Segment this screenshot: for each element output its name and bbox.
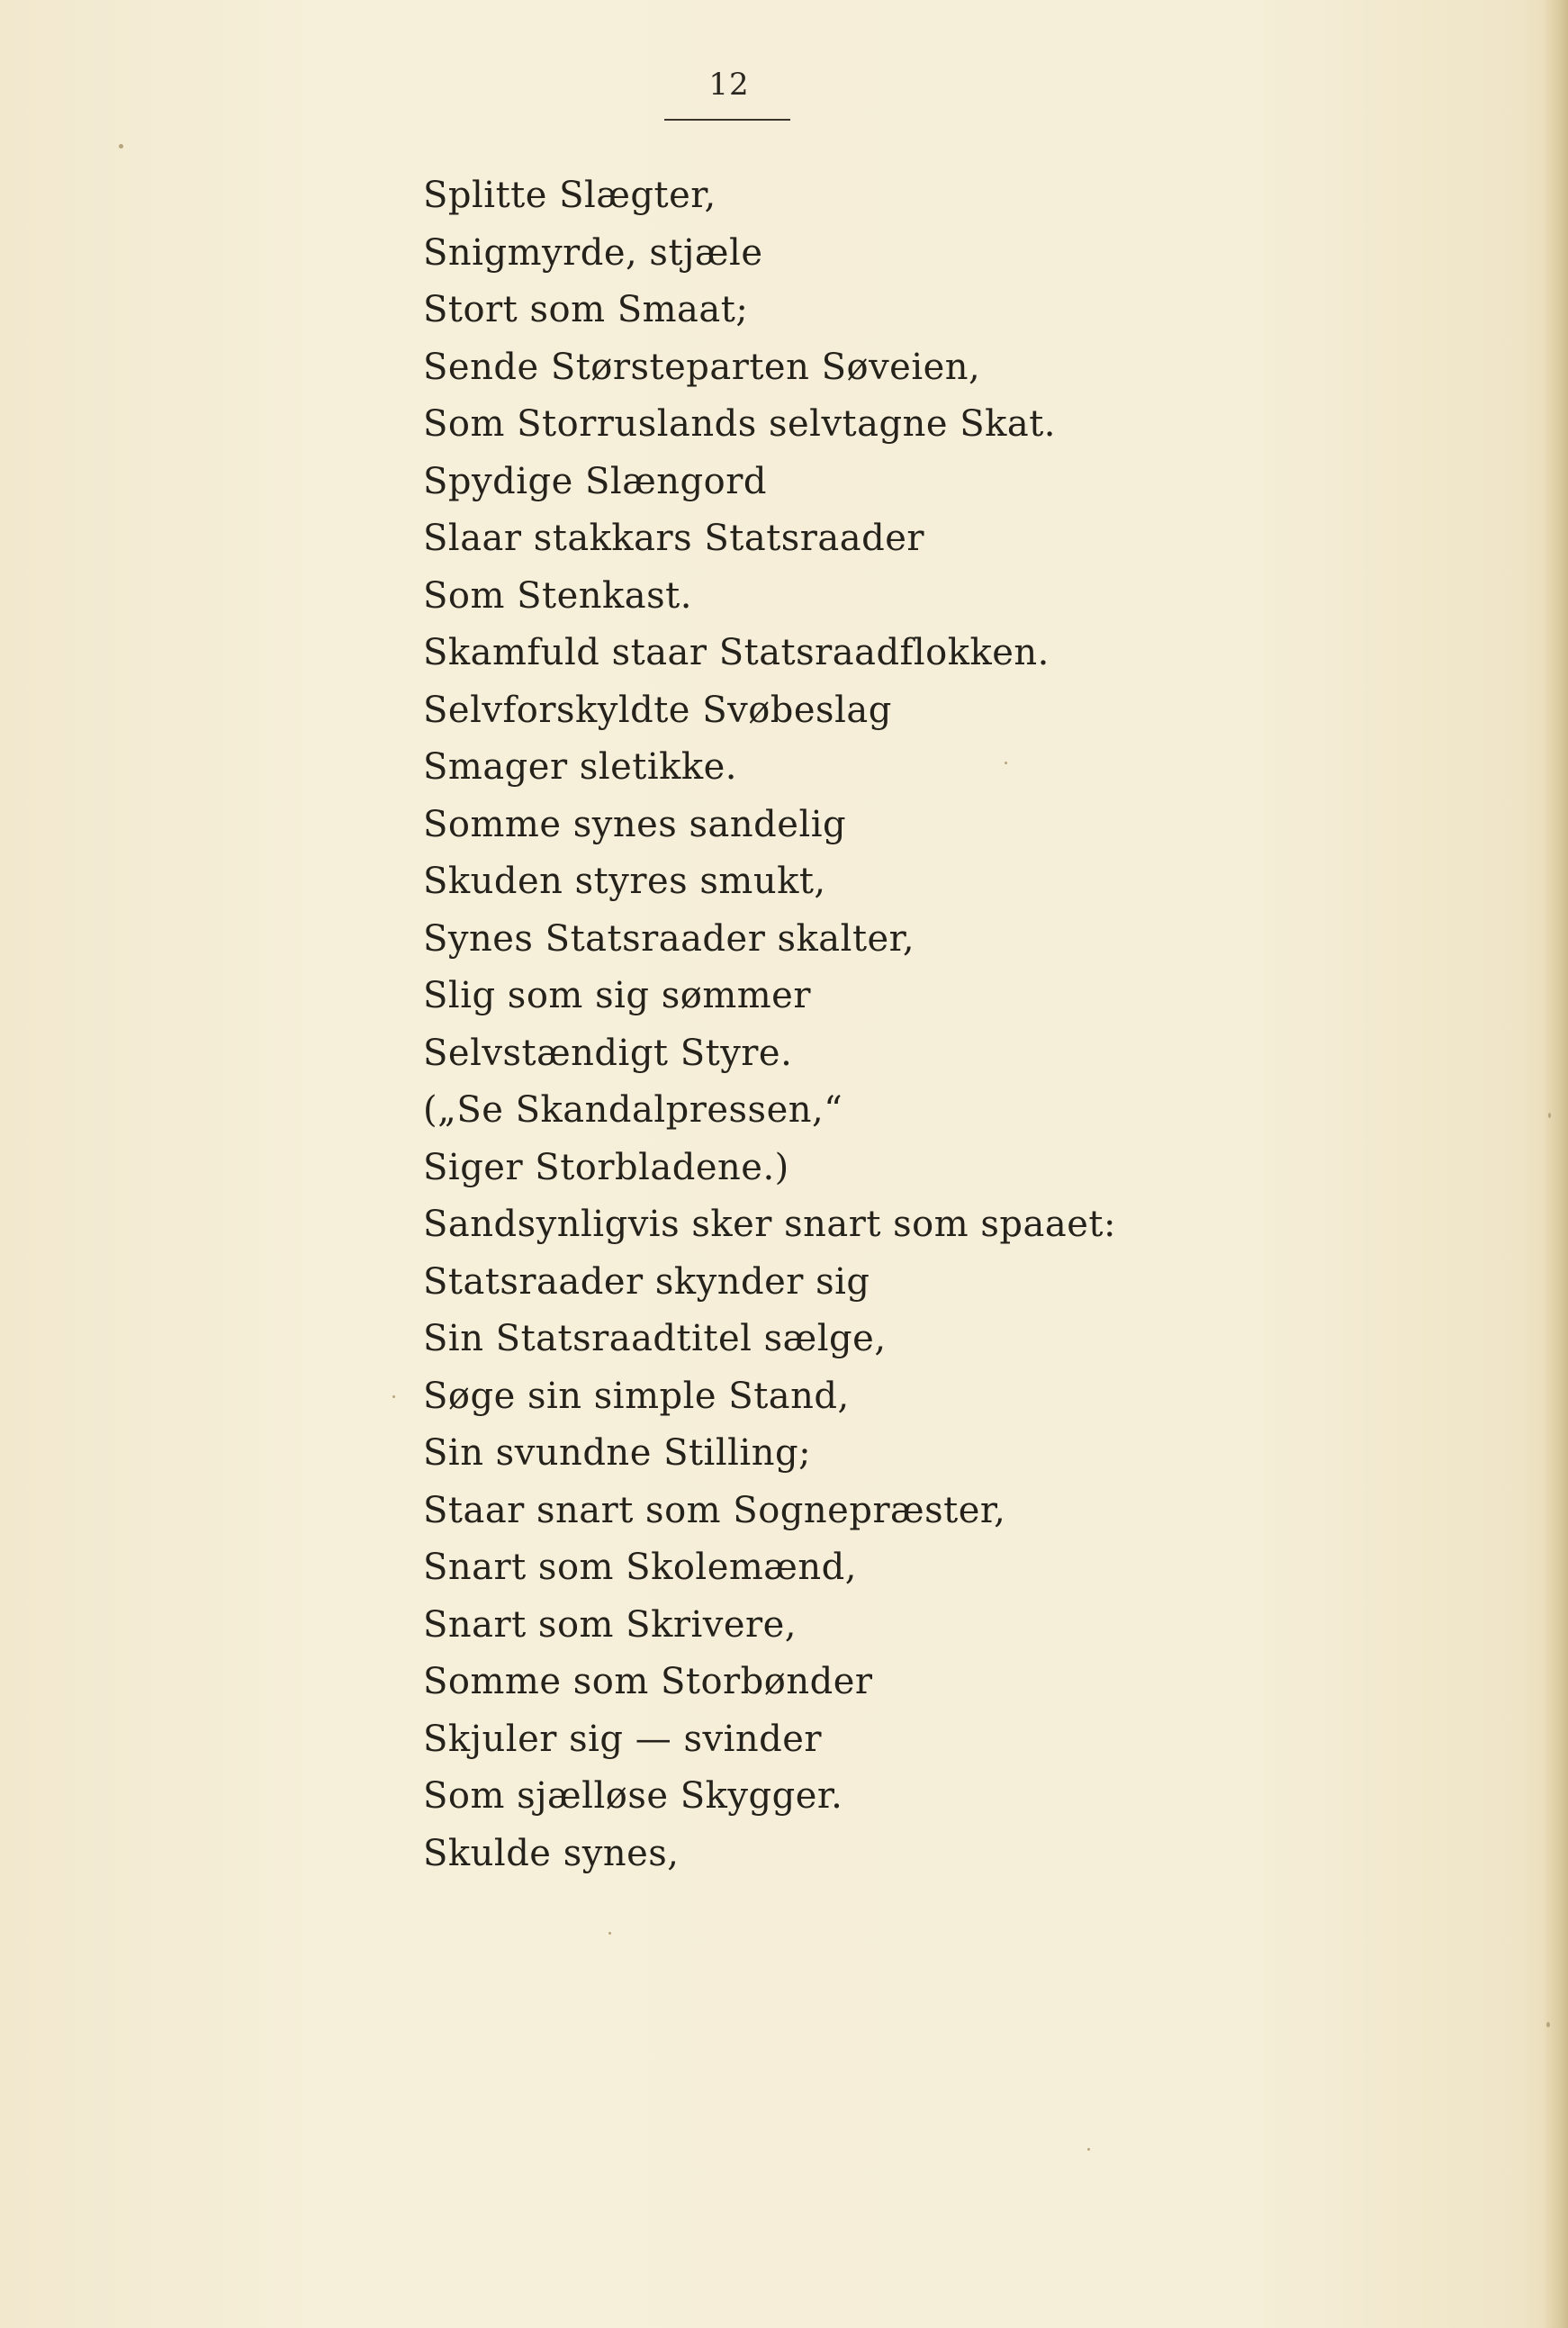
poem-line: Slig som sig sømmer [423,975,811,1016]
poem-line: Smager sletikke. [423,746,738,788]
poem-line: Søge sin simple Stand, [423,1375,850,1417]
poem-text [423,167,1116,1882]
poem-line: Slaar stakkars Statsraader [423,518,925,559]
poem-line: Somme synes sandelig [423,803,847,845]
poem-line: Snart som Skolemænd, [423,1547,857,1588]
poem-line: Statsraader skynder sig [423,1260,870,1303]
paper-speck [1087,2148,1090,2151]
poem-line: Skuden styres smukt, [423,861,826,902]
paper-speck [1548,1113,1551,1118]
page-number: 12 [708,67,750,103]
poem-line: Siger Storbladene.) [423,1146,789,1188]
poem-line: Som sjælløse Skygger. [423,1775,843,1817]
poem-line: Som Storruslands selvtagne Skat. [423,403,1057,445]
poem-line: Staar snart som Sognepræster, [423,1489,1006,1531]
paper-speck [1546,2022,1550,2027]
poem-line: Skjuler sig — svinder [423,1718,823,1760]
poem-line: Snigmyrde, stjæle [423,231,763,274]
poem-line: Som Stenkast. [423,574,692,617]
poem-line: Selvforskyldte Svøbeslag [423,689,892,731]
paper-speck [392,1395,395,1398]
paper-speck [119,144,123,149]
poem-line: Selvstændigt Styre. [423,1032,793,1074]
poem-line: Sandsynligvis sker snart som spaaet: [423,1204,1116,1245]
poem-line: Splitte Slægter, [423,175,716,216]
paper-speck [1005,762,1007,764]
poem-line: Stort som Smaat; [423,289,749,330]
poem-line: Skulde synes, [423,1832,680,1874]
poem-line: Somme som Storbønder [423,1661,873,1702]
poem-line: Sin Statsraadtitel sælge, [423,1318,887,1359]
header-rule [664,119,790,121]
poem-line: Skamfuld staar Statsraadflokken. [423,632,1050,673]
poem-line: Sende Størsteparten Søveien, [423,346,981,388]
page-edge [1545,0,1568,2328]
poem-line: Sin svundne Stilling; [423,1432,812,1474]
poem-line: („Se Skandalpressen,“ [423,1089,843,1131]
poem-line: Synes Statsraader skalter, [423,917,915,960]
paper-speck [608,1932,611,1935]
poem-line: Spydige Slængord [423,460,767,502]
poem-line: Snart som Skrivere, [423,1603,798,1646]
